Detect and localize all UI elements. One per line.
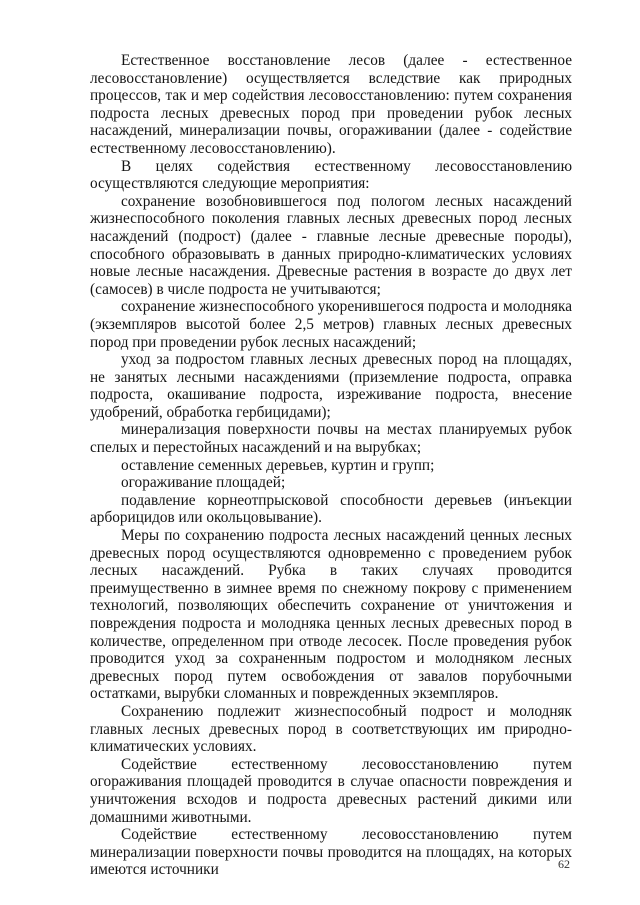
list-item-soil-mineralization: минерализация поверхности почвы на местах планируемых рубок спелых и перестойных насаждений и на вырубках; [90,421,572,457]
paragraph-mineralization-conditions: Содействие естественному лесовосстановлению путем минерализации поверхности почвы проводится на площадях, на которых имеются источники [90,826,572,879]
paragraph-fencing-conditions: Содействие естественному лесовосстановлению путем огораживания площадей проводится в случае опасности повреждения и уничтожения всходов и подроста древесных растений дикими или домашними животными. [90,755,572,826]
body-text [90,52,572,879]
paragraph-undergrowth-measures: Меры по сохранению подроста лесных насаждений ценных лесных древесных пород осуществляются одновременно с проведением рубок лесных насаждений. Рубка в таких случаях проводится преимущественно в зимнее время по снежному покрову с применением технологий, позволяющих обеспечить сохранение от уничтожения и повреждения подроста и молодняка ценных лесных древесных пород в количестве, определенном при отводе лесосек. После проведения рубок проводится уход за сохраненным подростом и молодняком лесных древесных пород путем освобождения от завалов порубочными остатками, вырубки сломанных и поврежденных экземпляров. [90,527,572,703]
list-item-undergrowth-care: уход за подростом главных лесных древесных пород на площадях, не занятых лесными насаждениями (приземление подроста, оправка подроста, окашивание подроста, изреживание подроста, внесение удобрений, обработка гербицидами); [90,351,572,421]
list-item-sprouting-suppression: подавление корнеотпрысковой способности деревьев (инъекции арборицидов или окольцовывание). [90,491,572,527]
paragraph-intro: Естественное восстановление лесов (далее - естественное лесовосстановление) осуществляется вследствие как природных процессов, так и мер содействия лесовосстановлению: путем сохранения подроста лесных древесных пород при проведении рубок лесных насаждений, минерализации почвы, огораживании (далее - содействие естественному лесовосстановлению). [90,52,572,157]
list-item-seed-trees: оставление семенных деревьев, куртин и групп; [121,456,435,474]
list-item-undergrowth-preservation: сохранение возобновившегося под пологом лесных насаждений жизнеспособного поколения главных лесных древесных пород лесных насаждений (подрост) (далее - главные лесные древесные породы), способного образовывать в данных природно-климатических условиях новые лесные насаждения. Древесные растения в возрасте до двух лет (самосев) в числе подроста не учитываются; [90,192,572,298]
paragraph-measures-lead: В целях содействия естественному лесовосстановлению осуществляются следующие мероприятия: [90,157,572,193]
paragraph-preservation-subject: Сохранению подлежит жизнеспособный подрост и молодняк главных лесных древесных пород в соответствующих им природно-климатических условиях. [90,702,572,756]
list-item-young-growth-preservation: сохранение жизнеспособного укоренившегося подроста и молодняка (экземпляров высотой более 2,5 метров) главных лесных древесных пород при проведении рубок лесных насаждений; [90,298,572,351]
list-item-fencing: огораживание площадей; [121,474,286,492]
page-number: 62 [558,857,570,871]
